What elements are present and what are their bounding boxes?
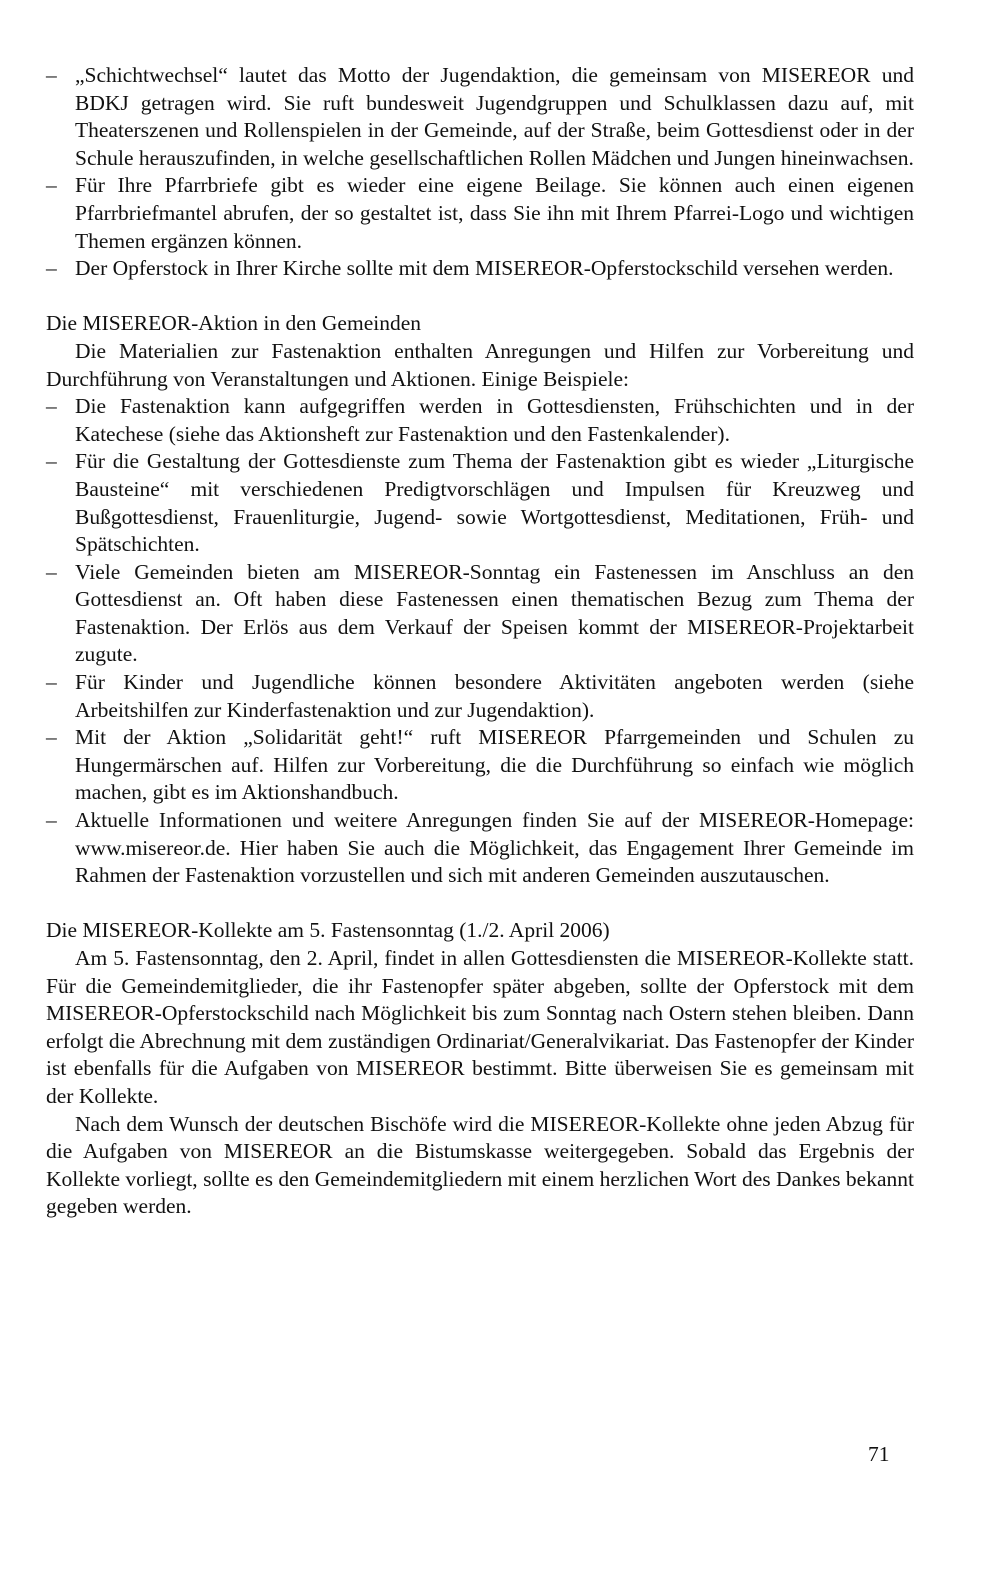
bullet-dash: – — [46, 394, 57, 419]
list-item — [46, 807, 914, 890]
list-item — [46, 559, 914, 669]
list-item — [46, 393, 914, 448]
bullet-text: Mit der Aktion „Solidarität geht!“ ruft MISEREOR Pfarrgemeinden und Schulen zu Hungermärschen auf. Hilfen zur Vorbereitung, die die Durchführung so einfach wie möglich machen, gibt es im Aktionshandbuch. — [75, 725, 914, 805]
section-heading: Die MISEREOR-Aktion in den Gemeinden — [46, 311, 422, 336]
bullet-text: „Schichtwechsel“ lautet das Motto der Jugendaktion, die gemeinsam von MISEREOR und BDKJ getragen wird. Sie ruft bundesweit Jugendgruppen und Schulklassen dazu auf, mit Theaterszenen und Rollenspielen in der Gemeinde, auf der Straße, beim Gottesdienst oder in der Schule herauszufinden, in welche gesellschaftlichen Rollen Mädchen und Jungen hineinwachsen. — [75, 63, 914, 170]
bullet-dash: – — [46, 808, 57, 833]
bullet-dash: – — [46, 559, 57, 584]
list-item — [46, 255, 914, 283]
bullet-text: Für Kinder und Jugendliche können besondere Aktivitäten angeboten werden (siehe Arbeitshilfen zur Kinderfastenaktion und zur Jugendaktion). — [75, 670, 914, 722]
list-item — [46, 724, 914, 807]
bullet-text: Für Ihre Pfarrbriefe gibt es wieder eine eigene Beilage. Sie können auch einen eigenen Pfarrbriefmantel abrufen, der so gestaltet ist, dass Sie ihn mit Ihrem Pfarrei-Logo und wichtigen Themen ergänzen können. — [75, 173, 914, 253]
bullet-text: Aktuelle Informationen und weitere Anregungen finden Sie auf der MISEREOR-Homepage: www.misereor.de. Hier haben Sie auch die Möglichkeit, das Engagement Ihrer Gemeinde im Rahmen der Fastenaktion vorzustellen und sich mit anderen Gemeinden auszutauschen. — [75, 808, 914, 888]
bullet-dash: – — [46, 256, 57, 281]
bullet-text: Die Fastenaktion kann aufgegriffen werden in Gottesdiensten, Frühschichten und in der Katechese (siehe das Aktionsheft zur Fastenaktion und den Fastenkalender). — [75, 394, 914, 446]
section-community-action — [46, 310, 914, 889]
list-item — [46, 448, 914, 558]
list-item — [46, 62, 914, 172]
bullet-dash: – — [46, 63, 57, 87]
bullet-text: Viele Gemeinden bieten am MISEREOR-Sonntag ein Fastenessen im Anschluss an den Gottesdienst an. Oft haben diese Fastenessen einen thematischen Bezug zum Thema der Fastenaktion. Der Erlös aus dem Verkauf der Speisen kommt der MISEREOR-Projektarbeit zugute. — [75, 559, 914, 667]
list-item — [46, 669, 914, 724]
section-youth-action-bullets — [46, 62, 914, 283]
bullet-dash: – — [46, 173, 57, 198]
section-intro: Die Materialien zur Fastenaktion enthalten Anregungen und Hilfen zur Vorbereitung und Durchführung von Veranstaltungen und Aktionen. Einige Beispiele: — [46, 338, 914, 391]
section-heading: Die MISEREOR-Kollekte am 5. Fastensonntag (1./2. April 2006) — [46, 918, 610, 943]
bullet-text: Der Opferstock in Ihrer Kirche sollte mit dem MISEREOR-Opferstockschild versehen werden. — [75, 256, 894, 281]
page-content — [46, 62, 914, 1221]
section-collection — [46, 917, 914, 1221]
bullet-dash: – — [46, 725, 57, 750]
page-number: 71 — [868, 1442, 890, 1466]
list-item — [46, 172, 914, 255]
paragraph-gap — [46, 283, 914, 311]
bullet-dash: – — [46, 449, 57, 474]
bullet-dash: – — [46, 670, 57, 695]
body-paragraph: Am 5. Fastensonntag, den 2. April, findet in allen Gottesdiensten die MISEREOR-Kollekte statt. Für die Gemeindemitglieder, die ihr Fastenopfer später abgeben, sollte der Opferstock mit dem MISEREOR-Opferstockschild nach Möglichkeit bis zum Sonntag nach Ostern stehen bleiben. Dann erfolgt die Abrechnung mit dem zuständigen Ordinariat/Generalvikariat. Das Fastenopfer der Kinder ist ebenfalls für die Aufgaben von MISEREOR bestimmt. Bitte überweisen Sie es gemeinsam mit der Kollekte. — [46, 946, 914, 1108]
paragraph-gap — [46, 890, 914, 918]
body-paragraph: Nach dem Wunsch der deutschen Bischöfe wird die MISEREOR-Kollekte ohne jeden Abzug für die Aufgaben von MISEREOR an die Bistumskasse weitergegeben. Sobald das Ergebnis der Kollekte vorliegt, sollte es den Gemeindemitgliedern mit einem herzlichen Wort des Dankes bekannt gegeben werden. — [46, 1111, 914, 1219]
bullet-text: Für die Gestaltung der Gottesdienste zum Thema der Fastenaktion gibt es wieder „Liturgische Bausteine“ mit verschiedenen Predigtvorschlägen und Impulsen für Kreuzweg und Bußgottesdienst, Frauenliturgie, Jugend- sowie Wortgottesdienst, Meditationen, Früh- und Spätschichten. — [75, 449, 914, 557]
